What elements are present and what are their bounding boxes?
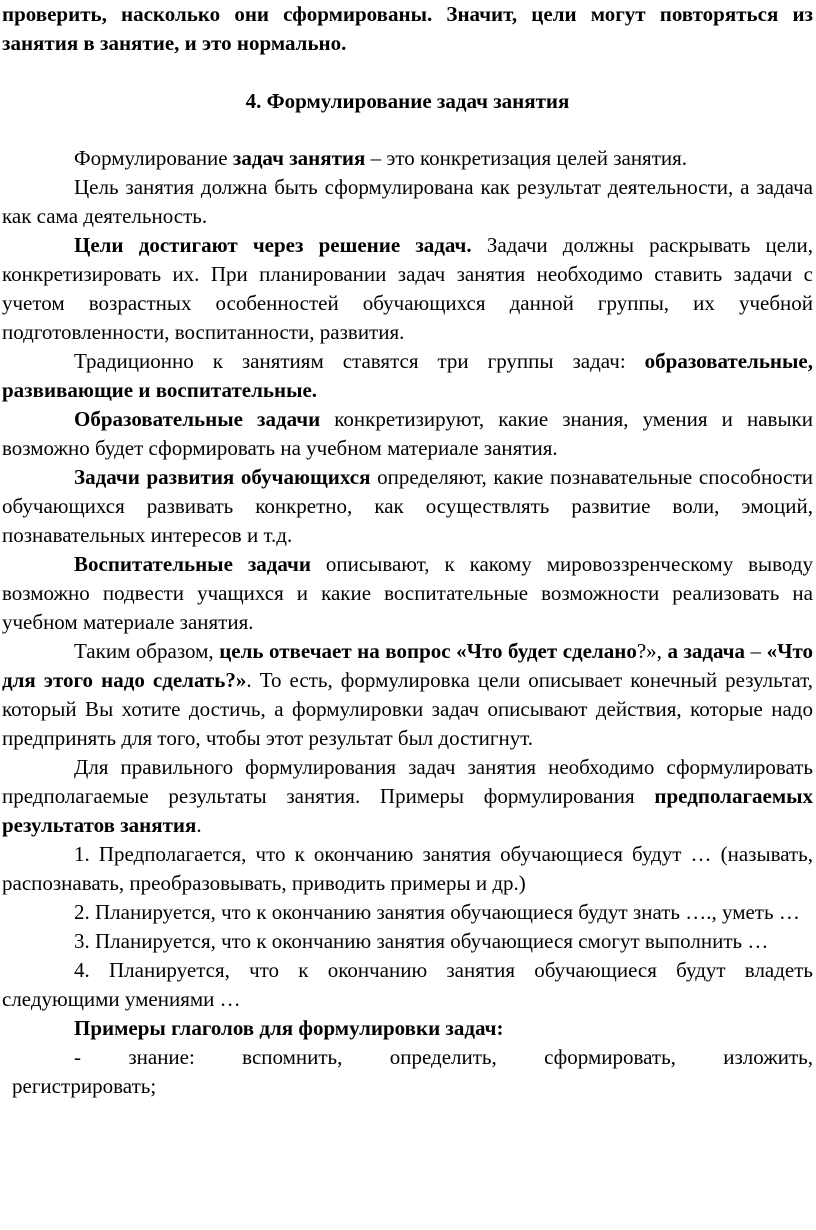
text-run: Таким образом,	[74, 639, 220, 663]
bold-term: Цели достигают через решение задач.	[74, 233, 472, 257]
text-run: Для правильного формулирования задач занятия необходимо сформулировать предполагаемые результаты занятия.	[2, 755, 813, 808]
text-run: –	[745, 639, 767, 663]
bold-term: Задачи развития обучающихся	[74, 465, 371, 489]
example-item-1: 1. Предполагается, что к окончанию занятия обучающиеся будут … (называть, распознавать, преобразовывать, приводить примеры и др.)	[2, 842, 813, 895]
bold-term: Образовательные задачи	[74, 407, 321, 431]
bold-term: «Что для этого надо сделать?»	[2, 639, 814, 692]
bold-term: образовательные, развивающие и воспитательные.	[2, 349, 813, 402]
verbs-heading: Примеры глаголов для формулировки задач:	[74, 1016, 504, 1040]
text-run: Традиционно к занятиям ставятся три группы задач:	[74, 349, 645, 373]
example-item-2: 2. Планируется, что к окончанию занятия обучающиеся будут знать …., уметь …	[74, 900, 800, 924]
text-run: . То есть, формулировка цели описывает конечный результат, который Вы хотите достичь, а формулировки задач описывают действия, которые надо предпринять для того, чтобы этот результат был достигнут.	[2, 668, 813, 750]
paragraph-three-groups	[2, 347, 813, 405]
paragraph-upbringing-tasks	[2, 550, 813, 637]
text-run: определяют, какие познавательные способности обучающихся развивать конкретно, как осуществлять развитие воли, эмоций, познавательных интересов и т.д.	[2, 465, 813, 547]
verbs-item-knowledge: - знание: вспомнить, определить, сформировать, изложить,	[74, 1045, 813, 1069]
text-run: Формулирование	[74, 146, 233, 170]
paragraph-goals-achieved	[2, 231, 813, 347]
bold-term: Воспитательные задачи	[74, 552, 311, 576]
paragraph-goal-vs-task: Цель занятия должна быть сформулирована как результат деятельности, а задача как сама деятельность.	[2, 175, 813, 228]
example-item-4: 4. Планируется, что к окончанию занятия обучающиеся будут владеть следующими умениями …	[2, 958, 813, 1011]
bold-term: предполагаемых результатов занятия	[2, 784, 814, 837]
section-heading: 4. Формулирование задач занятия	[245, 89, 570, 113]
paragraph-development-tasks	[2, 463, 813, 550]
bold-term: а задача	[667, 639, 746, 663]
bold-term: цель отвечает на вопрос «Что будет сделано	[219, 639, 637, 663]
text-run: ?»,	[636, 639, 668, 663]
verbs-item-knowledge-cont: регистрировать;	[12, 1074, 157, 1098]
paragraph-educational-tasks	[2, 405, 813, 463]
text-run: Задачи должны раскрывать цели, конкретизировать их. При планировании задач занятия необходимо ставить задачи с учетом возрастных особенностей обучающихся данной группы, их учебной подготовленности, воспитанности, развития.	[2, 233, 813, 344]
paragraph-definition	[2, 144, 813, 173]
example-item-3: 3. Планируется, что к окончанию занятия обучающиеся смогут выполнить …	[74, 929, 769, 953]
text-run: – это конкретизация целей занятия.	[365, 146, 688, 170]
bold-term: задач занятия	[232, 146, 366, 170]
intro-paragraph: проверить, насколько они сформированы. Значит, цели могут повторяться из занятия в занятие, и это нормально.	[2, 2, 813, 55]
paragraph-summary	[2, 637, 813, 753]
text-run: .	[196, 813, 202, 837]
text-run: конкретизируют, какие знания, умения и навыки возможно будет сформировать на учебном материале занятия.	[2, 407, 813, 460]
text-run: описывают, к какому мировоззренческому выводу возможно подвести учащихся и какие воспитательные возможности реализовать на учебном материале занятия.	[2, 552, 813, 634]
text-run: Примеры формулирования	[379, 784, 655, 808]
paragraph-results-intro	[2, 753, 813, 840]
